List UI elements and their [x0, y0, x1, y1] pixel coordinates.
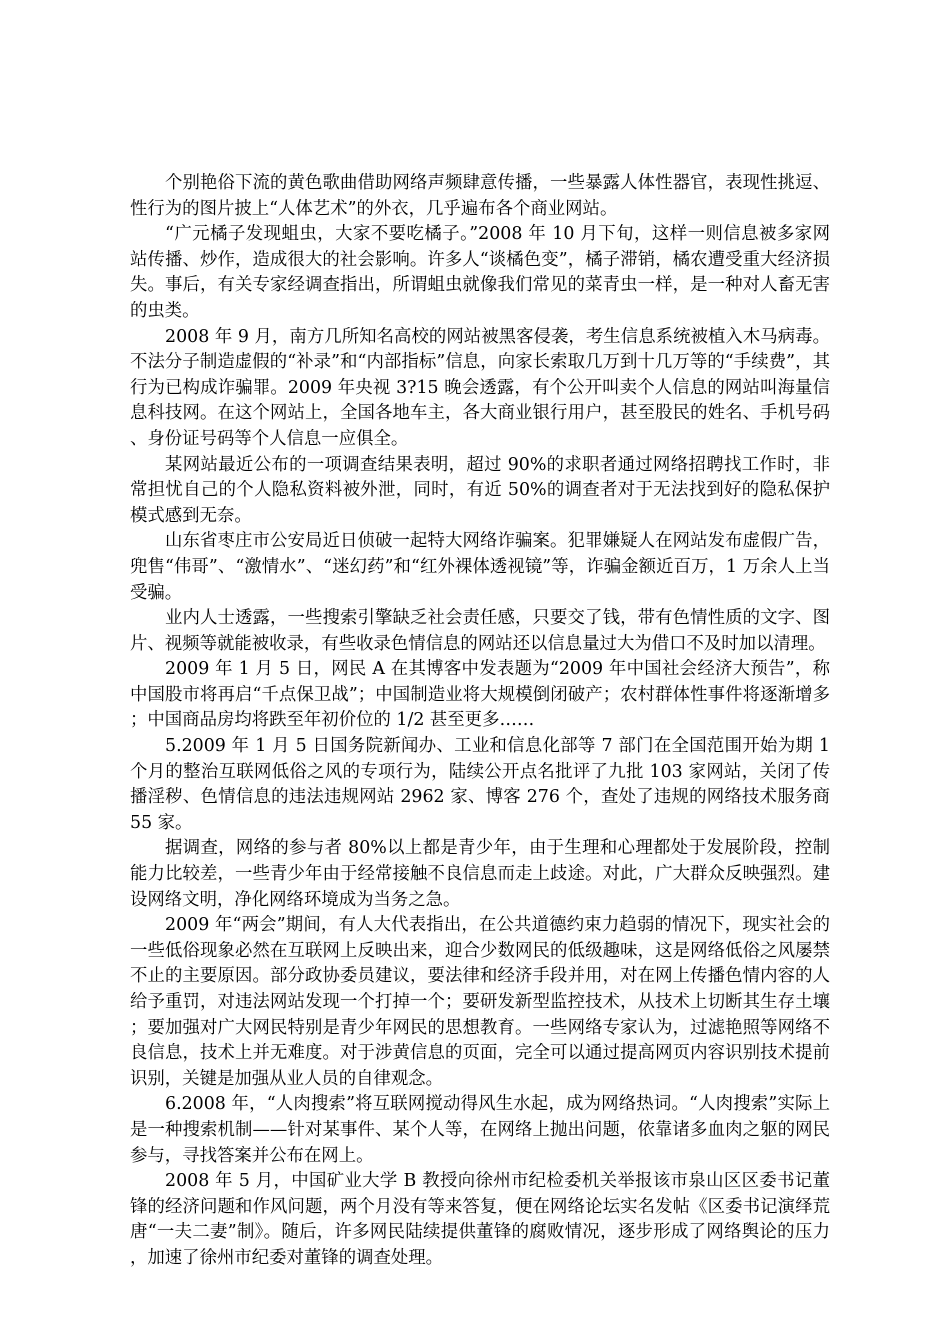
paragraph: “广元橘子发现蛆虫，大家不要吃橘子。”2008 年 10 月下旬，这样一则信息被多家网站传播、炒作，造成很大的社会影响。许多人“谈橘色变”，橘子滞销，橘农遭受重大经济损失。事后，有关专家经调查指出，所谓蛆虫就像我们常见的菜青虫一样，是一种对人畜无害的虫类。 — [130, 224, 830, 321]
paragraph: 5.2009 年 1 月 5 日国务院新闻办、工业和信息化部等 7 部门在全国范围开始为期 1 个月的整治互联网低俗之风的专项行为，陆续公开点名批评了九批 103 家网站，关闭了传播淫秽、色情信息的违法违规网站 2962 家、博客 276 个，查处了违规的网络技术服务商 55 家。 — [130, 736, 830, 833]
paragraph: 6.2008 年，“人肉搜索”将互联网搅动得风生水起，成为网络热词。“人肉搜索”实际上是一种搜索机制——针对某事件、某个人等，在网络上抛出问题，依靠诸多血肉之躯的网民参与，寻找答案并公布在网上。 — [130, 1094, 830, 1166]
document-body — [130, 171, 830, 1272]
paragraph: 2009 年 1 月 5 日，网民 A 在其博客中发表题为“2009 年中国社会经济大预告”，称中国股市将再启“千点保卫战”；中国制造业将大规模倒闭破产；农村群体性事件将逐渐增多；中国商品房均将跌至年初价位的 1/2 甚至更多…… — [130, 659, 830, 731]
paragraph: 个别艳俗下流的黄色歌曲借助网络声频肆意传播，一些暴露人体性器官，表现性挑逗、性行为的图片披上“人体艺术”的外衣，几乎遍布各个商业网站。 — [130, 173, 830, 219]
paragraph: 山东省枣庄市公安局近日侦破一起特大网络诈骗案。犯罪嫌疑人在网站发布虚假广告，兜售“伟哥”、“激情水”、“迷幻药”和“红外裸体透视镜”等，诈骗金额近百万，1 万余人上当受骗。 — [130, 531, 830, 603]
paragraph: 某网站最近公布的一项调查结果表明，超过 90%的求职者通过网络招聘找工作时，非常担忧自己的个人隐私资料被外泄，同时，有近 50%的调查者对于无法找到好的隐私保护模式感到无奈。 — [130, 454, 830, 526]
paragraph: 2008 年 9 月，南方几所知名高校的网站被黑客侵袭，考生信息系统被植入木马病毒。不法分子制造虚假的“补录”和“内部指标”信息，向家长索取几万到十几万等的“手续费”，其行为已构成诈骗罪。2009 年央视 3?15 晚会透露，有个公开叫卖个人信息的网站叫海量信息科技网。在这个网站上，全国各地车主，各大商业银行用户，甚至股民的姓名、手机号码、身份证号码等个人信息一应俱全。 — [130, 326, 830, 449]
paragraph: 业内人士透露，一些搜索引擎缺乏社会责任感，只要交了钱，带有色情性质的文字、图片、视频等就能被收录，有些收录色情信息的网站还以信息量过大为借口不及时加以清理。 — [130, 608, 830, 654]
paragraph: 2008 年 5 月，中国矿业大学 B 教授向徐州市纪检委机关举报该市泉山区区委书记董锋的经济问题和作风问题，两个月没有等来答复，便在网络论坛实名发帖《区委书记演绎荒唐“一夫二妻”制》。随后，许多网民陆续提供董锋的腐败情况，逐步形成了网络舆论的压力，加速了徐州市纪委对董锋的调查处理。 — [130, 1171, 830, 1268]
paragraph: 2009 年“两会”期间，有人大代表指出，在公共道德约束力趋弱的情况下，现实社会的一些低俗现象必然在互联网上反映出来，迎合少数网民的低级趣味，这是网络低俗之风屡禁不止的主要原因。部分政协委员建议，要法律和经济手段并用，对在网上传播色情内容的人给予重罚，对违法网站发现一个打掉一个；要研发新型监控技术，从技术上切断其生存土壤；要加强对广大网民特别是青少年网民的思想教育。一些网络专家认为，过滤艳照等网络不良信息，技术上并无难度。对于涉黄信息的页面，完全可以通过提高网页内容识别技术提前识别，关键是加强从业人员的自律观念。 — [130, 915, 830, 1089]
paragraph: 据调查，网络的参与者 80%以上都是青少年，由于生理和心理都处于发展阶段，控制能力比较差，一些青少年由于经常接触不良信息而走上歧途。对此，广大群众反映强烈。建设网络文明，净化网络环境成为当务之急。 — [130, 838, 830, 910]
